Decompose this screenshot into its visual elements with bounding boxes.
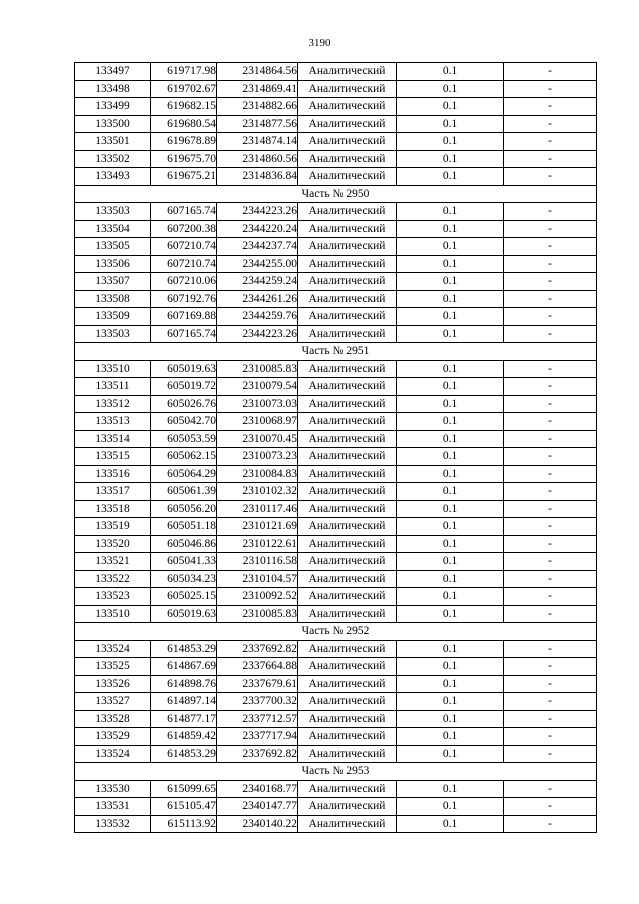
method-cell: Аналитический — [298, 255, 397, 273]
point-id-cell: 133497 — [75, 63, 151, 81]
table-row — [75, 693, 597, 711]
note-cell: - — [504, 535, 597, 553]
method-cell: Аналитический — [298, 675, 397, 693]
note-cell: - — [504, 815, 597, 833]
method-cell: Аналитический — [298, 63, 397, 81]
y-coordinate-cell: 2344223.26 — [217, 325, 298, 343]
x-coordinate-cell: 605061.39 — [151, 483, 217, 501]
table-row — [75, 535, 597, 553]
point-id-cell: 133518 — [75, 500, 151, 518]
accuracy-cell: 0.1 — [397, 693, 504, 711]
x-coordinate-cell: 614867.69 — [151, 658, 217, 676]
note-cell: - — [504, 605, 597, 623]
table-row — [75, 255, 597, 273]
y-coordinate-cell: 2310121.69 — [217, 518, 298, 536]
note-cell: - — [504, 430, 597, 448]
note-cell: - — [504, 693, 597, 711]
method-cell: Аналитический — [298, 430, 397, 448]
note-cell: - — [504, 798, 597, 816]
method-cell: Аналитический — [298, 168, 397, 186]
method-cell: Аналитический — [298, 98, 397, 116]
point-id-cell: 133531 — [75, 798, 151, 816]
note-cell: - — [504, 710, 597, 728]
point-id-cell: 133509 — [75, 308, 151, 326]
y-coordinate-cell: 2310073.03 — [217, 395, 298, 413]
point-id-cell: 133524 — [75, 640, 151, 658]
accuracy-cell: 0.1 — [397, 290, 504, 308]
accuracy-cell: 0.1 — [397, 360, 504, 378]
point-id-cell: 133524 — [75, 745, 151, 763]
table-row — [75, 115, 597, 133]
method-cell: Аналитический — [298, 710, 397, 728]
point-id-cell: 133510 — [75, 605, 151, 623]
note-cell: - — [504, 483, 597, 501]
part-header-row — [75, 623, 597, 641]
table-row — [75, 63, 597, 81]
y-coordinate-cell: 2310092.52 — [217, 588, 298, 606]
method-cell: Аналитический — [298, 360, 397, 378]
note-cell: - — [504, 728, 597, 746]
y-coordinate-cell: 2337692.82 — [217, 640, 298, 658]
part-header-row — [75, 185, 597, 203]
x-coordinate-cell: 605056.20 — [151, 500, 217, 518]
method-cell: Аналитический — [298, 658, 397, 676]
accuracy-cell: 0.1 — [397, 220, 504, 238]
point-id-cell: 133510 — [75, 360, 151, 378]
y-coordinate-cell: 2344255.00 — [217, 255, 298, 273]
x-coordinate-cell: 605025.15 — [151, 588, 217, 606]
accuracy-cell: 0.1 — [397, 395, 504, 413]
accuracy-cell: 0.1 — [397, 483, 504, 501]
note-cell: - — [504, 553, 597, 571]
accuracy-cell: 0.1 — [397, 500, 504, 518]
point-id-cell: 133514 — [75, 430, 151, 448]
note-cell: - — [504, 115, 597, 133]
method-cell: Аналитический — [298, 728, 397, 746]
point-id-cell: 133512 — [75, 395, 151, 413]
accuracy-cell: 0.1 — [397, 535, 504, 553]
accuracy-cell: 0.1 — [397, 588, 504, 606]
note-cell: - — [504, 273, 597, 291]
accuracy-cell: 0.1 — [397, 710, 504, 728]
method-cell: Аналитический — [298, 535, 397, 553]
page-number: 3190 — [308, 37, 331, 49]
table-row — [75, 448, 597, 466]
table-row — [75, 588, 597, 606]
method-cell: Аналитический — [298, 395, 397, 413]
point-id-cell: 133517 — [75, 483, 151, 501]
x-coordinate-cell: 619675.70 — [151, 150, 217, 168]
note-cell: - — [504, 500, 597, 518]
table-row — [75, 518, 597, 536]
point-id-cell: 133521 — [75, 553, 151, 571]
point-id-cell: 133503 — [75, 325, 151, 343]
x-coordinate-cell: 615099.65 — [151, 780, 217, 798]
method-cell: Аналитический — [298, 80, 397, 98]
x-coordinate-cell: 607200.38 — [151, 220, 217, 238]
point-id-cell: 133523 — [75, 588, 151, 606]
note-cell: - — [504, 465, 597, 483]
table-row — [75, 430, 597, 448]
note-cell: - — [504, 133, 597, 151]
accuracy-cell: 0.1 — [397, 63, 504, 81]
method-cell: Аналитический — [298, 413, 397, 431]
y-coordinate-cell: 2337679.61 — [217, 675, 298, 693]
table-row — [75, 308, 597, 326]
point-id-cell: 133506 — [75, 255, 151, 273]
accuracy-cell: 0.1 — [397, 255, 504, 273]
part-label: Часть № 2953 — [75, 763, 597, 781]
x-coordinate-cell: 605019.63 — [151, 605, 217, 623]
coordinates-table — [74, 62, 597, 833]
table-row — [75, 658, 597, 676]
x-coordinate-cell: 619675.21 — [151, 168, 217, 186]
x-coordinate-cell: 614853.29 — [151, 640, 217, 658]
note-cell: - — [504, 80, 597, 98]
point-id-cell: 133501 — [75, 133, 151, 151]
accuracy-cell: 0.1 — [397, 658, 504, 676]
accuracy-cell: 0.1 — [397, 80, 504, 98]
note-cell: - — [504, 413, 597, 431]
x-coordinate-cell: 605051.18 — [151, 518, 217, 536]
y-coordinate-cell: 2314877.56 — [217, 115, 298, 133]
x-coordinate-cell: 605062.15 — [151, 448, 217, 466]
y-coordinate-cell: 2314882.66 — [217, 98, 298, 116]
accuracy-cell: 0.1 — [397, 98, 504, 116]
table-row — [75, 360, 597, 378]
accuracy-cell: 0.1 — [397, 728, 504, 746]
y-coordinate-cell: 2337700.32 — [217, 693, 298, 711]
accuracy-cell: 0.1 — [397, 430, 504, 448]
y-coordinate-cell: 2310122.61 — [217, 535, 298, 553]
point-id-cell: 133525 — [75, 658, 151, 676]
x-coordinate-cell: 607210.06 — [151, 273, 217, 291]
part-header-row — [75, 343, 597, 361]
y-coordinate-cell: 2310073.23 — [217, 448, 298, 466]
method-cell: Аналитический — [298, 605, 397, 623]
point-id-cell: 133527 — [75, 693, 151, 711]
table-row — [75, 745, 597, 763]
y-coordinate-cell: 2340140.22 — [217, 815, 298, 833]
y-coordinate-cell: 2310070.45 — [217, 430, 298, 448]
note-cell: - — [504, 220, 597, 238]
y-coordinate-cell: 2310084.83 — [217, 465, 298, 483]
note-cell: - — [504, 325, 597, 343]
y-coordinate-cell: 2314874.14 — [217, 133, 298, 151]
method-cell: Аналитический — [298, 308, 397, 326]
method-cell: Аналитический — [298, 133, 397, 151]
y-coordinate-cell: 2310085.83 — [217, 360, 298, 378]
point-id-cell: 133520 — [75, 535, 151, 553]
note-cell: - — [504, 63, 597, 81]
note-cell: - — [504, 780, 597, 798]
method-cell: Аналитический — [298, 115, 397, 133]
accuracy-cell: 0.1 — [397, 273, 504, 291]
y-coordinate-cell: 2340168.77 — [217, 780, 298, 798]
table-row — [75, 395, 597, 413]
note-cell: - — [504, 378, 597, 396]
y-coordinate-cell: 2310068.97 — [217, 413, 298, 431]
accuracy-cell: 0.1 — [397, 308, 504, 326]
method-cell: Аналитический — [298, 378, 397, 396]
point-id-cell: 133529 — [75, 728, 151, 746]
x-coordinate-cell: 605064.29 — [151, 465, 217, 483]
accuracy-cell: 0.1 — [397, 605, 504, 623]
note-cell: - — [504, 588, 597, 606]
table-row — [75, 500, 597, 518]
method-cell: Аналитический — [298, 780, 397, 798]
point-id-cell: 133503 — [75, 203, 151, 221]
y-coordinate-cell: 2314869.41 — [217, 80, 298, 98]
note-cell: - — [504, 448, 597, 466]
y-coordinate-cell: 2340147.77 — [217, 798, 298, 816]
method-cell: Аналитический — [298, 500, 397, 518]
table-row — [75, 150, 597, 168]
y-coordinate-cell: 2337712.57 — [217, 710, 298, 728]
x-coordinate-cell: 614897.14 — [151, 693, 217, 711]
note-cell: - — [504, 308, 597, 326]
x-coordinate-cell: 605041.33 — [151, 553, 217, 571]
part-label: Часть № 2950 — [75, 185, 597, 203]
x-coordinate-cell: 607165.74 — [151, 203, 217, 221]
x-coordinate-cell: 605046.86 — [151, 535, 217, 553]
x-coordinate-cell: 614877.17 — [151, 710, 217, 728]
x-coordinate-cell: 619680.54 — [151, 115, 217, 133]
x-coordinate-cell: 619682.15 — [151, 98, 217, 116]
x-coordinate-cell: 614853.29 — [151, 745, 217, 763]
method-cell: Аналитический — [298, 465, 397, 483]
accuracy-cell: 0.1 — [397, 150, 504, 168]
table-row — [75, 413, 597, 431]
part-label: Часть № 2951 — [75, 343, 597, 361]
accuracy-cell: 0.1 — [397, 780, 504, 798]
accuracy-cell: 0.1 — [397, 640, 504, 658]
table-row — [75, 238, 597, 256]
table-row — [75, 203, 597, 221]
point-id-cell: 133502 — [75, 150, 151, 168]
x-coordinate-cell: 619717.98 — [151, 63, 217, 81]
table-row — [75, 640, 597, 658]
point-id-cell: 133505 — [75, 238, 151, 256]
table-row — [75, 553, 597, 571]
accuracy-cell: 0.1 — [397, 815, 504, 833]
y-coordinate-cell: 2310116.58 — [217, 553, 298, 571]
table-row — [75, 728, 597, 746]
method-cell: Аналитический — [298, 325, 397, 343]
method-cell: Аналитический — [298, 273, 397, 291]
accuracy-cell: 0.1 — [397, 570, 504, 588]
accuracy-cell: 0.1 — [397, 675, 504, 693]
y-coordinate-cell: 2310102.32 — [217, 483, 298, 501]
accuracy-cell: 0.1 — [397, 745, 504, 763]
point-id-cell: 133516 — [75, 465, 151, 483]
table-row — [75, 675, 597, 693]
accuracy-cell: 0.1 — [397, 518, 504, 536]
table-row — [75, 780, 597, 798]
point-id-cell: 133515 — [75, 448, 151, 466]
y-coordinate-cell: 2310104.57 — [217, 570, 298, 588]
table-row — [75, 570, 597, 588]
point-id-cell: 133498 — [75, 80, 151, 98]
point-id-cell: 133508 — [75, 290, 151, 308]
y-coordinate-cell: 2314836.84 — [217, 168, 298, 186]
x-coordinate-cell: 607192.76 — [151, 290, 217, 308]
y-coordinate-cell: 2310085.83 — [217, 605, 298, 623]
method-cell: Аналитический — [298, 220, 397, 238]
method-cell: Аналитический — [298, 203, 397, 221]
method-cell: Аналитический — [298, 588, 397, 606]
point-id-cell: 133532 — [75, 815, 151, 833]
x-coordinate-cell: 605053.59 — [151, 430, 217, 448]
method-cell: Аналитический — [298, 290, 397, 308]
x-coordinate-cell: 607210.74 — [151, 238, 217, 256]
x-coordinate-cell: 619678.89 — [151, 133, 217, 151]
accuracy-cell: 0.1 — [397, 325, 504, 343]
note-cell: - — [504, 395, 597, 413]
table-row — [75, 605, 597, 623]
y-coordinate-cell: 2310117.46 — [217, 500, 298, 518]
table-row — [75, 290, 597, 308]
y-coordinate-cell: 2344223.26 — [217, 203, 298, 221]
x-coordinate-cell: 607165.74 — [151, 325, 217, 343]
table-row — [75, 168, 597, 186]
table-row — [75, 98, 597, 116]
accuracy-cell: 0.1 — [397, 448, 504, 466]
note-cell: - — [504, 675, 597, 693]
point-id-cell: 133513 — [75, 413, 151, 431]
note-cell: - — [504, 360, 597, 378]
x-coordinate-cell: 607210.74 — [151, 255, 217, 273]
method-cell: Аналитический — [298, 483, 397, 501]
note-cell: - — [504, 255, 597, 273]
note-cell: - — [504, 640, 597, 658]
accuracy-cell: 0.1 — [397, 413, 504, 431]
point-id-cell: 133504 — [75, 220, 151, 238]
note-cell: - — [504, 168, 597, 186]
table-row — [75, 465, 597, 483]
note-cell: - — [504, 238, 597, 256]
method-cell: Аналитический — [298, 448, 397, 466]
method-cell: Аналитический — [298, 518, 397, 536]
x-coordinate-cell: 605026.76 — [151, 395, 217, 413]
accuracy-cell: 0.1 — [397, 238, 504, 256]
table-row — [75, 325, 597, 343]
table-row — [75, 798, 597, 816]
y-coordinate-cell: 2314860.56 — [217, 150, 298, 168]
method-cell: Аналитический — [298, 640, 397, 658]
accuracy-cell: 0.1 — [397, 115, 504, 133]
point-id-cell: 133526 — [75, 675, 151, 693]
note-cell: - — [504, 518, 597, 536]
x-coordinate-cell: 615105.47 — [151, 798, 217, 816]
point-id-cell: 133500 — [75, 115, 151, 133]
y-coordinate-cell: 2337692.82 — [217, 745, 298, 763]
y-coordinate-cell: 2337717.94 — [217, 728, 298, 746]
accuracy-cell: 0.1 — [397, 378, 504, 396]
accuracy-cell: 0.1 — [397, 798, 504, 816]
accuracy-cell: 0.1 — [397, 133, 504, 151]
accuracy-cell: 0.1 — [397, 168, 504, 186]
y-coordinate-cell: 2310079.54 — [217, 378, 298, 396]
method-cell: Аналитический — [298, 150, 397, 168]
table-row — [75, 273, 597, 291]
table-row — [75, 483, 597, 501]
method-cell: Аналитический — [298, 798, 397, 816]
y-coordinate-cell: 2344259.24 — [217, 273, 298, 291]
point-id-cell: 133511 — [75, 378, 151, 396]
y-coordinate-cell: 2337664.88 — [217, 658, 298, 676]
accuracy-cell: 0.1 — [397, 553, 504, 571]
accuracy-cell: 0.1 — [397, 203, 504, 221]
x-coordinate-cell: 605019.63 — [151, 360, 217, 378]
note-cell: - — [504, 658, 597, 676]
point-id-cell: 133519 — [75, 518, 151, 536]
table-row — [75, 815, 597, 833]
table-row — [75, 220, 597, 238]
method-cell: Аналитический — [298, 553, 397, 571]
method-cell: Аналитический — [298, 745, 397, 763]
note-cell: - — [504, 203, 597, 221]
note-cell: - — [504, 98, 597, 116]
point-id-cell: 133493 — [75, 168, 151, 186]
accuracy-cell: 0.1 — [397, 465, 504, 483]
method-cell: Аналитический — [298, 238, 397, 256]
point-id-cell: 133507 — [75, 273, 151, 291]
y-coordinate-cell: 2344259.76 — [217, 308, 298, 326]
note-cell: - — [504, 745, 597, 763]
point-id-cell: 133522 — [75, 570, 151, 588]
point-id-cell: 133528 — [75, 710, 151, 728]
note-cell: - — [504, 150, 597, 168]
y-coordinate-cell: 2314864.56 — [217, 63, 298, 81]
y-coordinate-cell: 2344261.26 — [217, 290, 298, 308]
table-row — [75, 378, 597, 396]
table-row — [75, 133, 597, 151]
x-coordinate-cell: 615113.92 — [151, 815, 217, 833]
x-coordinate-cell: 607169.88 — [151, 308, 217, 326]
note-cell: - — [504, 570, 597, 588]
y-coordinate-cell: 2344220.24 — [217, 220, 298, 238]
x-coordinate-cell: 614898.76 — [151, 675, 217, 693]
part-label: Часть № 2952 — [75, 623, 597, 641]
y-coordinate-cell: 2344237.74 — [217, 238, 298, 256]
x-coordinate-cell: 605034.23 — [151, 570, 217, 588]
method-cell: Аналитический — [298, 815, 397, 833]
point-id-cell: 133499 — [75, 98, 151, 116]
part-header-row — [75, 763, 597, 781]
x-coordinate-cell: 605019.72 — [151, 378, 217, 396]
point-id-cell: 133530 — [75, 780, 151, 798]
table-body — [75, 63, 597, 833]
table-row — [75, 710, 597, 728]
x-coordinate-cell: 619702.67 — [151, 80, 217, 98]
x-coordinate-cell: 614859.42 — [151, 728, 217, 746]
table-row — [75, 80, 597, 98]
method-cell: Аналитический — [298, 570, 397, 588]
x-coordinate-cell: 605042.70 — [151, 413, 217, 431]
method-cell: Аналитический — [298, 693, 397, 711]
note-cell: - — [504, 290, 597, 308]
